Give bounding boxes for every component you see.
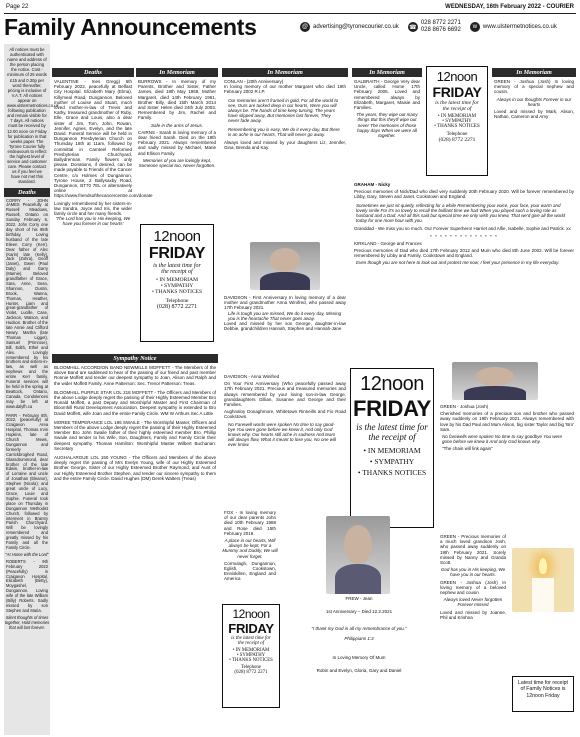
deaths-column-heading: Deaths <box>52 68 134 77</box>
notice-bloomhill-lol: BLOOMHILL PURPLE STAR LOL 218 MOFFETT - The Officers and Members of the above Lodge deeply regret the passing of their Highly Esteemed Member Bro Ronald Moffett, a past Deputy and Worshipful Master and First Chairman of Bloomhill Rural Development Association. Deepest sympathy is extended to Bro David Moffett, wife Joan and the entire Family Circle. WM W Arthurs Sec A Little <box>54 389 216 416</box>
photo-frew <box>326 516 390 594</box>
roberts-poem: Silent thoughts of times together, Hold memories that will last forever. <box>4 614 50 630</box>
ad-line2: the receipt of <box>442 106 472 112</box>
notice-fox: FOX - In loving memory of our dear parents John died 10th February 1988 and Rose died 15th February 2019. <box>224 510 276 536</box>
fox-poem: A place in our hearts, Will always be kept, For a Mummy and Daddy, We will never forget. <box>222 538 278 559</box>
candle-flame-icon <box>539 558 547 574</box>
ad-item-1: • IN MEMORIAM <box>363 446 421 455</box>
ad-line1: is the latest time for <box>435 100 479 106</box>
frew-verse: Philippians 1:3 <box>344 635 374 641</box>
ad-item-3: • THANKS NOTICES <box>357 468 427 477</box>
ad-line2: the receipt of <box>161 269 193 275</box>
valentine-remembered: Lovingly remembered by her sisters-in-law Sandra, Joyce and Iris, the wider family circle and her many friends. <box>54 200 132 217</box>
notice-aughlargue-lol: AUGHALARGUE LOL 150 YOUNG - The Officers and Members of the above deeply regret the passing of Mrs Evelyn Young, wife of our Highly Esteemed Brother George, Sister of our Highly Esteemed Brother Raymond, and Aunt of our Highly Esteemed Brother Stephen, and tender our sincere sympathy to them and the entire Family Circle. David Hughes (DM) Derek Walters (Treas) <box>54 455 216 481</box>
conlan-poem-1: Our memories aren't framed in gold, For all the world to see, Ours are tucked deep in our hearts, Were you will always be. The hands of time keep turning, The years have slipped away, But memories last forever, They never fade away. <box>228 97 339 124</box>
burrows-poem: Safe in the arms of Jesus. <box>150 122 204 128</box>
ad-time: 12noon <box>232 607 270 621</box>
notice-green4: GREEN - Joshua (Josh) In loving memory of a beloved nephew and cousin <box>440 579 506 596</box>
notice-green3: GREEN - Precious memories of a much loved grandson Josh, who passed away suddenly on 19th February 2021. Sorely missed by Nanny and Granda Scott. <box>440 534 506 566</box>
contact-email[interactable]: advertising@tyronecourier.co.uk <box>313 24 399 30</box>
frew-sig-1: In Loving Memory Of Mum <box>332 654 386 660</box>
memoriam-column-burrows <box>136 68 218 168</box>
pricing-notice: All notices must be authenticated with name and address of the person placing the notice. Cost - minimum of 25 words £15 and 0.30p per word thereafter, pricing is inclusive of V.A.T. All notices appear on www.ulstermetnotices.co.uk following publication and remain visible for 7 days. All notices must be received by 12.00 noon on Friday for publication in that weeks paper. The Tyrone Courier fully endeavours to reflect the highest level of service and customer care. Please contact us if you feel we have not met this standard. <box>7 47 59 185</box>
green-signature: Loved and missed by Mark, Alison, Nathan, Cameron and Amy <box>494 109 574 120</box>
ad-day: FRIDAY <box>228 621 274 636</box>
ad-day: FRIDAY <box>432 84 482 100</box>
ad-item-1: • IN MEMORIAM <box>232 648 270 653</box>
deaths-column <box>52 68 153 227</box>
graham-name: GRAHAM - Nicky <box>354 182 391 187</box>
notice-bloomhill-band: BLOOMHILL ACCORDION BAND NEWMILLS MOFFETT - The Members of the above Band are saddened to hear of the passing of our friend and past member Ronnie Moffett and tender our deepest sympathy to Joan, Alison and Ralph and the wider Moffett Family. Anne Patterson: Sec. Trevor Patterson: Treas. <box>54 365 216 386</box>
ad-line1: is the latest time for <box>356 422 428 432</box>
candle-caption: Latest time for receipt of Family Notices is 12noon Friday <box>512 676 574 712</box>
notice-moree-lol: MOREE TEMPERANCE LOL 195 SWAILE - The Worshipful Master, Officers and Members of the above Lodge deeply regret the passing of their Highly Esteemed Member Bro John Swaile father of their highly esteemed member Bro. Phillip Swaile and tender to his Wife, Son, Daughters, Family and Family Circle their deepest sympathy. Thomas Hamilton: Worshipful Master Wilbert Buchanan: Secretary <box>54 419 216 451</box>
photo-davidson <box>250 242 320 290</box>
phone-icon: ☎ <box>408 22 418 32</box>
ad-item-1: • IN MEMORIAM <box>156 277 198 283</box>
notice-graham: Precious memories of Nick/Dad who died very suddenly 20th February 2020. Will be forever remembered by Libby, Gary, Steven and Janet. Cookstown and England. <box>354 189 574 200</box>
deadline-ad-2 <box>426 66 488 176</box>
graham-poem: Sometimes we just sit quietly, reflecting for a while Remembering your voice, your face, your warm and lovely smile For it's so lovely to recall the brilliant time we had When you played such a loving role as husband and a Dad. And all this said but special time we only wish you knew, That we'd give all the world today for one more hour with you. <box>356 202 566 224</box>
ad-day: FRIDAY <box>148 245 206 262</box>
memoriam-heading-3: In Memoriam <box>352 68 422 77</box>
davidson-notice-block <box>222 295 348 331</box>
ad-tel: (028) 8772 2271 <box>157 304 197 310</box>
conlan-name: CONLAN - (20th Anniversary) <box>224 79 284 84</box>
graham-notice-block <box>352 180 576 265</box>
notice-valentine: VALENTINE - Ines Gregg) 6th February 2022, peacefully at Belfast City Hospital. Elizabeth Mary (Elma), Killymeal Road, Dungannon. Beloved mother of Louise and Stuart, much loved mother-in-law of Trevis and Kathy, treasured grandmother of Ruby, Elle, Grace and Louis, also a dear sister of Jim, Tom, John, Rowan, Jennifer, Agnes, Evelyn, and the late David. Funeral Service will be held in Dungannon Presbyterian Church on Thursday 16th at 11am, followed by committal in Carnteel Reformed Presbyterian Churchyard, Ballydrennan. Family flowers only please. Donations, if desired, can be made payable to Friends of the Cancer Centre, c/o Holmes of Dungannon, Tyrone House, 2 Ballysaxby Road, Dungannon, BT70 7EL or alternatively online at https://www.friendsofthecancercentre.com/donate <box>54 79 153 199</box>
green2-notice-block <box>438 402 576 454</box>
ad-item-3: • THANKS NOTICES <box>151 289 203 295</box>
green3-notice-block <box>438 532 508 622</box>
notice-parr: PARR - February 8th, 2022, (peacefully) at Craigavon Area Hospital, Thomas Irvin Hopkins, late of Church Mews, Dungannon and formerly Carrickbroghed Road, Glassdrummond, dear brother of the late Edwin, brother-in-law of Lorraine and uncle of Jonathan (Eleanor), Stephen (Nicola); and great uncle of Lucy, Grace, Louie and Sophie. Funeral took place on Thursday in Dungannon Methodist Church, followed by interment in Brantry Parish Churchyard. Will be lovingly remembered and greatly missed by his Family and all the Family Circle. <box>6 412 48 550</box>
contact-web[interactable]: www.ulstermetnotices.co.uk <box>482 24 557 30</box>
graham-signature: Granddad - We miss you so much. Our Forever Superhero! Harriet and Alfie, Isabelle, Sophie and Patrick. xx <box>354 226 571 232</box>
phone-2[interactable]: 028 8676 6692 <box>420 27 461 33</box>
frew-sig-2: Robin and Evelyn, Gloria, Gary and Daniel <box>316 668 402 674</box>
contact-bar <box>300 20 557 34</box>
davidson-signature: Loved and missed by her son George, daughter-in-law Debbie, grandchildren Hannah, Stephen and Hannah-Jane <box>224 321 346 332</box>
deadline-ad-large <box>350 368 434 528</box>
ad-item-2: • SYMPATHY <box>369 457 415 466</box>
deaths-heading: Deaths <box>4 188 50 197</box>
fox-notice-block <box>222 508 278 584</box>
notice-roberts: ROBERTS - 9th February 2022 (Peacefully) in Craigavon Hospital, Elizabeth (Betty), Moygashel, Dungannon. Loving wife of the late William (Billy) Roberts. Sadly missed by son Stephen and Maria. <box>6 558 48 613</box>
web-icon: w <box>470 22 480 32</box>
green3-poem: God has you in His keeping, We have you in our hearts. <box>440 567 506 578</box>
ad-tel: (028) 8772 2271 <box>234 670 268 675</box>
notice-sidebar <box>4 44 59 735</box>
notice-cairns: CAIRNS - Sarah In loving memory of a dear friend Sarah. Died on the 19th February 2021. Always remembered and sadly missed by Michael, Marie and Ellison Family. <box>138 129 216 156</box>
memoriam-column-galbraith <box>352 68 422 138</box>
ad-item-1: • IN MEMORIAM <box>437 114 477 119</box>
green4-signature: Loved and missed by Joanne, Phil and Krishna <box>440 609 506 620</box>
candle-image <box>512 548 574 612</box>
davidson2-name: DAVIDSON - Anna Winifred <box>224 374 280 379</box>
ad-time: 12noon <box>153 228 201 245</box>
memoriam-column-conlan <box>222 68 348 150</box>
email-icon: @ <box>301 24 309 30</box>
memoriam-heading-2: In Memoriam <box>222 68 348 77</box>
ad-tel: (028) 8772 2271 <box>438 137 476 143</box>
notice-green2: Cherished memories of a precious son and brother who passed away suddenly on 19th February 2021. Always remembered with love by his Dad Paul and Mum Alison, big sister Taylor and big 'Bro' Sam. <box>440 411 574 432</box>
ad-item-3: • THANKS NOTICES <box>229 658 273 663</box>
kirkland-poem: Even though you are not here to look out and protect me now, I feel your presence in my life everyday. <box>356 260 560 266</box>
notice-burrows: BURROWS - In memory of my Parents, Brother and Sister, Father James, died 18th May 1958, Mother Margaret, died 14th February 1961, Brother Billy, died 15th March 2014 and Sister Helen died 24th July 2003. Remembered by Jim, Rachel and Family. <box>138 79 216 121</box>
green4-poem: Always loved Never forgotten Forever missed <box>443 597 503 608</box>
ad-item-2: • SYMPATHY <box>236 653 266 658</box>
ad-line1: is the latest time for <box>231 636 271 641</box>
memoriam-heading: In Memoriam <box>136 68 218 77</box>
green2-quote: "The chain will link again" <box>442 446 493 452</box>
ad-tel-label: Telephone <box>241 665 261 670</box>
notice-green: GREEN - Joshua (Josh) In loving memory of a special nephew and cousin. <box>494 79 574 95</box>
memoriam-column-green <box>492 68 576 121</box>
page-number: Page 22 <box>6 4 29 10</box>
green2-poem: No farewells were spoken No time to say goodbye You were gone before we knew it And only God knows why. <box>442 434 562 445</box>
ad-item-3: • THANKS NOTICES <box>434 124 480 129</box>
ad-line2: the receipt of <box>237 641 265 646</box>
memoriam-heading-4: In Memoriam <box>492 68 576 77</box>
davidson2-notice-block <box>222 372 348 448</box>
candle-icon <box>532 578 554 612</box>
notice-galbraith: GALBRAITH - George Very dear Uncle, called Home 17th February 2005. Loved and remembered always by Elizabeth, Margaret, Maisie and Families. <box>354 79 420 111</box>
page-title: Family Announcements <box>4 14 257 40</box>
conlan-signature: Always loved and missed by your daughters Liz, Jennifer, Gina, Brenda and Kay. <box>224 140 346 151</box>
frew-name: FREW - Jean <box>345 596 373 601</box>
notice-conlan: In loving memory of our mother Margaret who died 19th February 2002 R.I.P. <box>224 84 346 95</box>
deadline-ad-1 <box>140 224 214 342</box>
valentine-poem: 'The Lord has you in His keeping, We have you forever in our hearts' <box>55 216 131 227</box>
page-header <box>4 2 576 14</box>
fox-signature: Cormulagh, Dungannon, Eglish, Cookstown, Enniskillen, England and America <box>224 560 276 582</box>
davidson2-poem: No Farewell words were spoken No time to say good-bye You were gone before we knew it, And only God knows why. Our hearts still ache in sadness And tears will always flow, What it meant to lose you, No one will ever know. <box>228 421 337 448</box>
ad-line2: the receipt of <box>368 432 416 442</box>
ad-time: 12noon <box>436 69 478 84</box>
notice-kirkland: Precious memories of Dad who died 17th February 2012 and Mum who died 8th June 2002. Will be forever remembered by Libby and Family. Cookstown and England. <box>354 247 574 259</box>
ad-line1: is the latest time for <box>153 263 201 269</box>
sympathy-heading: Sympathy Notice <box>52 354 218 363</box>
frew-anniversary: 1st Anniversary – Died 12.2.2021 <box>325 609 393 615</box>
notice-corry: CORRY - JOHN JAMES Peacefully at Russell Meadows, Russell, Ontario on Sunday February 6, 2022. John Corry one day short of his 95th birthday. Loving husband of the late Eileen Corry (Kerr). Dear father of Alec (Karin) late (Kelly), Jack (Zohra), Geoff (Janet), Gwen (Paul Daly) and Garry (Marnie). Beloved grandfather of Grace, Sara, Anne, Sean, Shannon, Dustin, Brook, Wanna, Thomas, Heather, Hunter, Liam and great-grandfather of Violet, Lucille, Case, Jackson, Watson, and Hudson. Brother of the late Annie and Clifford Newry. Martha (late Thomas Ligget), Samuel (Primrose), Bill, Edith, Ethel and Alex. Lovingly remembered by his brothers and sisters-in-law, as well as nephews and the entire Kerr family. Funeral services will be held in the spring at Beattock, Ontario, Canada. Condolences may be left at www.dalyfh.ca <box>6 197 48 409</box>
ad-tel-label: Telephone <box>165 298 189 304</box>
ad-item-2: • SYMPATHY <box>160 283 194 289</box>
conlan-poem-2: Remembering you is easy, We do it every day, But there is an ache in our hearts, That will never go away. <box>228 126 340 137</box>
ad-tel-label: Telephone <box>446 132 468 137</box>
cairns-poem: Memories of you are lovingly kept, Someone special too, Never forgotten. <box>138 157 216 169</box>
ad-item-2: • SYMPATHY <box>442 119 472 124</box>
galbraith-poem: The years, they wipe out many things But this they'll wipe out never The memories of those happy days When we were all together. <box>356 112 418 139</box>
phone-numbers <box>421 20 461 34</box>
divider: * * * * * * * * * * * * * * <box>430 233 498 239</box>
green-poem: Always in our thoughts Forever in our hearts <box>496 96 572 107</box>
davidson2-signature: Aughnaloy Donaghmore, Whitetown Rinneills and Fio Road Cookstown. <box>224 409 346 420</box>
ad-time: 12noon <box>360 373 424 395</box>
frew-notice-block <box>284 596 434 673</box>
sympathy-column <box>52 354 218 483</box>
phone-1[interactable]: 028 8772 2271 <box>420 20 461 26</box>
green2-name: GREEN - Joshua (Josh) <box>440 404 489 409</box>
kirkland-name: KIRKLAND - George and Frances <box>354 240 422 246</box>
ad-day: FRIDAY <box>352 396 432 421</box>
parr-poem: "At Home with the Lord" <box>5 551 49 557</box>
notice-davidson2: On Your First Anniversary (Who peacefully passed away 17th February 2021. Precious and treasured memories and always remembered by your loving son-in-law George, granddaughters Gillian, Susanne and George and their Families. <box>224 381 346 408</box>
issue-date: WEDNESDAY, 16th February 2022 - COURIER <box>445 4 574 10</box>
notice-davidson: DAVIDSON - First Anniversary In loving memory of a dear mother and grandmother Anna Winifred, who passed away 17th February 2021. <box>224 295 346 311</box>
frew-quote: "I thank my God in all my remembrance of you." <box>311 626 407 632</box>
deadline-ad-3 <box>222 604 280 708</box>
davidson-poem: Life is tough you are missed, We do it every day, Missing you is the heartache That never goes away. <box>228 310 342 321</box>
photo-green <box>452 362 538 400</box>
